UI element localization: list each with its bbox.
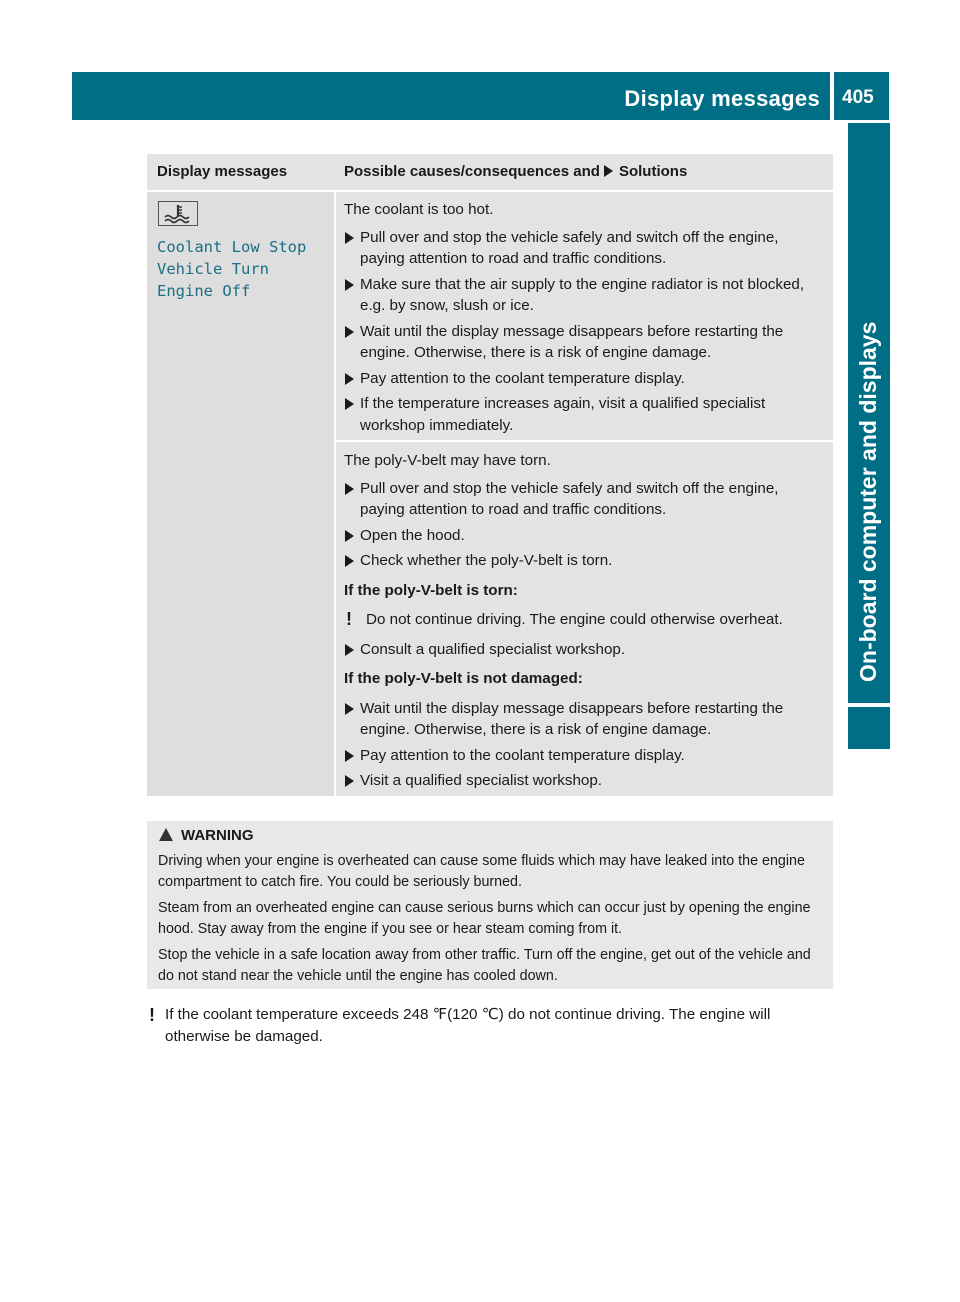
exclamation-icon: ! [149, 1005, 155, 1025]
display-message-line: Coolant Low Stop [157, 238, 307, 256]
table-header [147, 154, 833, 190]
note [147, 1004, 837, 1048]
solution-step [344, 525, 827, 547]
warning-title: WARNING [181, 827, 254, 844]
column-header-solutions [344, 163, 687, 180]
exclamation-icon: ! [346, 609, 352, 629]
step-text: Consult a qualified specialist workshop. [360, 640, 626, 658]
step-text: Pull over and stop the vehicle safely and switch off the engine, paying attention to road and traffic conditions. [360, 479, 779, 518]
warning-triangle-icon [159, 828, 173, 841]
warning-paragraph: Stop the vehicle in a safe location away from other traffic. Turn off the engine, get out of the vehicle and do not stand near the vehicle until the engine has cooled down. [158, 947, 811, 984]
page-number-box [834, 72, 889, 120]
step-text: Open the hood. [360, 526, 465, 544]
solution-step [344, 393, 827, 436]
arrow-right-icon [345, 703, 354, 715]
step-text: Wait until the display message disappears before restarting the engine. Otherwise, there is a risk of engine damage. [360, 699, 784, 738]
arrow-right-icon [345, 775, 354, 787]
notice-text: Do not continue driving. The engine could otherwise overheat. [366, 611, 783, 628]
warning-paragraph: Driving when your engine is overheated can cause some fluids which may have leaked into the engine compartment to catch fire. You could be seriously burned. [158, 853, 805, 890]
page-number: 405 [842, 87, 874, 108]
solution-step [344, 745, 827, 767]
arrow-right-icon [345, 232, 354, 244]
arrow-right-icon [345, 373, 354, 385]
arrow-right-icon [345, 398, 354, 410]
arrow-right-icon [604, 165, 613, 177]
arrow-right-icon [345, 326, 354, 338]
step-text: Wait until the display message disappears before restarting the engine. Otherwise, there is a risk of engine damage. [360, 322, 784, 361]
warning-heading [159, 827, 254, 844]
arrow-right-icon [345, 555, 354, 567]
side-tab-label: On-board computer and displays [855, 321, 881, 682]
note-text: If the coolant temperature exceeds 248 ℉(120 ℃) do not continue driving. The engine will otherwise be damaged. [165, 1006, 771, 1045]
solution-step [344, 478, 827, 521]
side-tab-marker [848, 707, 890, 749]
cause-text: The poly-V-belt may have torn. [344, 452, 551, 469]
header-bar [72, 72, 830, 120]
step-text: Make sure that the air supply to the engine radiator is not blocked, e.g. by snow, slush or ice. [360, 275, 805, 314]
solution-step [344, 274, 827, 317]
arrow-right-icon [345, 530, 354, 542]
solution-step [344, 698, 827, 741]
coolant-thermometer-icon [158, 201, 198, 226]
step-text: Pull over and stop the vehicle safely and switch off the engine, paying attention to road and traffic conditions. [360, 228, 779, 267]
display-message-text [157, 236, 332, 302]
cause-text: The coolant is too hot. [344, 201, 494, 218]
arrow-right-icon [345, 279, 354, 291]
warning-body [158, 851, 827, 992]
solution-step [344, 639, 827, 661]
step-text: Pay attention to the coolant temperature display. [360, 369, 685, 387]
warning-paragraph: Steam from an overheated engine can cause serious burns which can occur just by opening the engine hood. Stay away from the engine if you see or hear steam coming from it. [158, 900, 811, 937]
step-text: Check whether the poly-V-belt is torn. [360, 552, 613, 569]
step-text: If the temperature increases again, visit a qualified specialist workshop immediately. [360, 395, 766, 434]
solution-step [344, 227, 827, 270]
subheading-torn: If the poly-V-belt is torn: [344, 581, 518, 599]
page-title: Display messages [624, 86, 820, 111]
column-header-suffix: Solutions [618, 163, 688, 180]
arrow-right-icon [345, 483, 354, 495]
solution-step [344, 321, 827, 364]
arrow-right-icon [345, 750, 354, 762]
warning-box [147, 821, 833, 989]
solutions-cell-poly-v-belt [336, 442, 833, 796]
solution-step [344, 770, 827, 792]
solution-step [344, 368, 827, 390]
display-message-line: Vehicle Turn [157, 260, 269, 278]
display-message-cell [147, 192, 334, 796]
step-text: Pay attention to the coolant temperature display. [360, 746, 685, 764]
arrow-right-icon [345, 644, 354, 656]
solution-step [344, 550, 827, 572]
display-message-line: Engine Off [157, 282, 251, 300]
column-header-display-messages: Display messages [157, 163, 288, 180]
subheading-not-damaged: If the poly-V-belt is not damaged: [344, 670, 583, 687]
notice [344, 609, 827, 631]
solutions-cell-coolant-hot [336, 192, 833, 440]
step-text: Visit a qualified specialist workshop. [360, 772, 602, 789]
column-header-prefix: Possible causes/consequences and [344, 163, 600, 180]
